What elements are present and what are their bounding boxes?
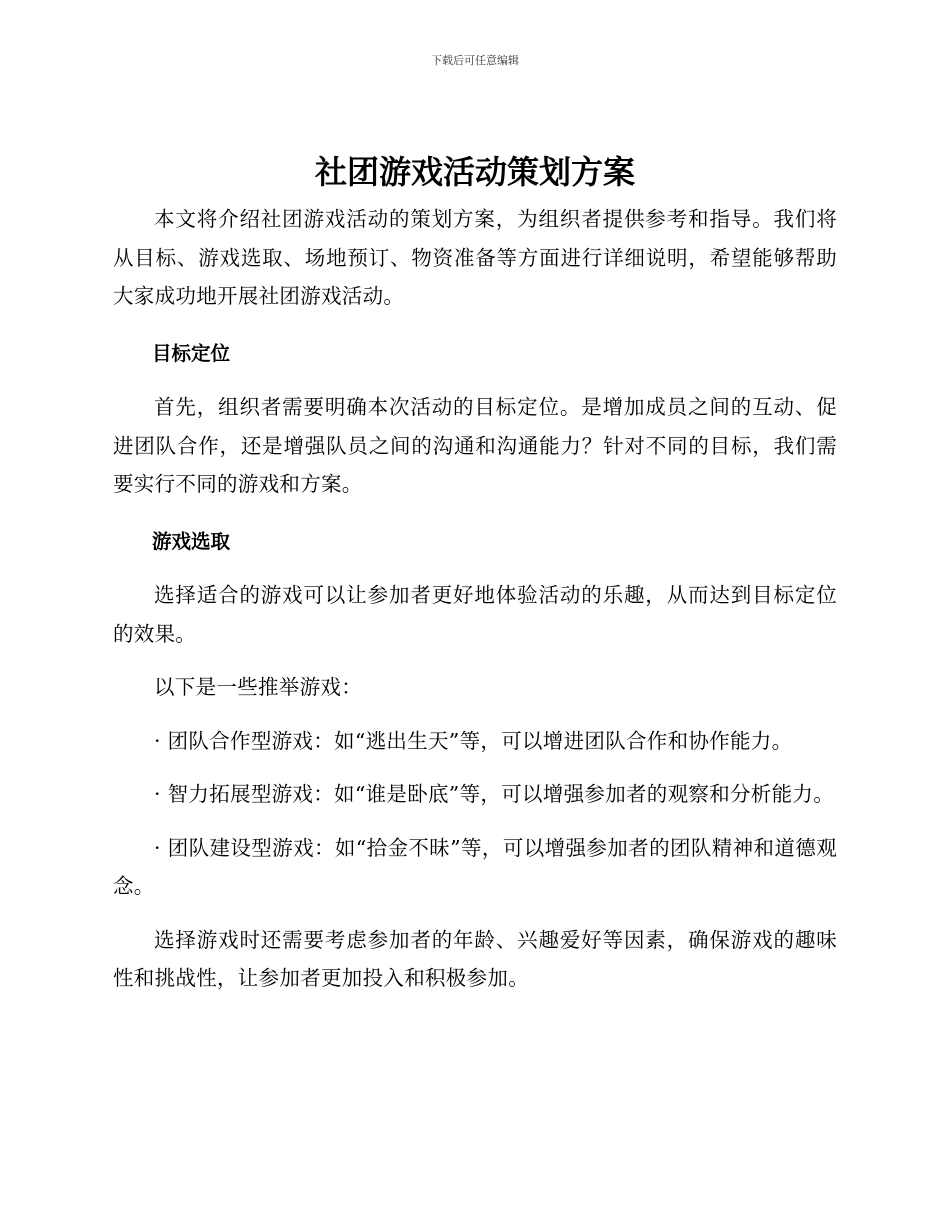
section-heading-goal: 目标定位: [152, 341, 231, 365]
recommend-intro: 以下是一些推举游戏：: [154, 675, 362, 699]
list-item: · 团队合作型游戏：如“逃出生天”等，可以增进团队合作和协作能力。: [154, 728, 793, 753]
selection-note-paragraph: 选择游戏时还需要考虑参加者的年龄、兴趣爱好等因素，确保游戏的趣味性和挑战性，让参加者更加投入和积极参加。: [113, 927, 837, 990]
game-selection-paragraph: 选择适合的游戏可以让参加者更好地体验活动的乐趣，从而达到目标定位的效果。: [113, 583, 837, 646]
document-title: 社团游戏活动策划方案: [314, 153, 635, 191]
section-heading-game-selection: 游戏选取: [152, 529, 231, 553]
intro-paragraph: 本文将介绍社团游戏活动的策划方案，为组织者提供参考和指导。我们将从目标、游戏选取、场地预订、物资准备等方面进行详细说明，希望能够帮助大家成功地开展社团游戏活动。: [113, 207, 837, 308]
document-body: [113, 200, 837, 998]
list-item: · 智力拓展型游戏：如“谁是卧底”等，可以增强参加者的观察和分析能力。: [154, 782, 834, 806]
list-item: · 团队建设型游戏：如“拾金不昧”等，可以增强参加者的团队精神和道德观念。: [113, 835, 837, 898]
goal-paragraph: 首先，组织者需要明确本次活动的目标定位。是增加成员之间的互动、促进团队合作，还是增强队员之间的沟通和沟通能力？针对不同的目标，我们需要实行不同的游戏和方案。: [113, 395, 837, 496]
header-note: 下载后可任意编辑: [431, 54, 519, 67]
